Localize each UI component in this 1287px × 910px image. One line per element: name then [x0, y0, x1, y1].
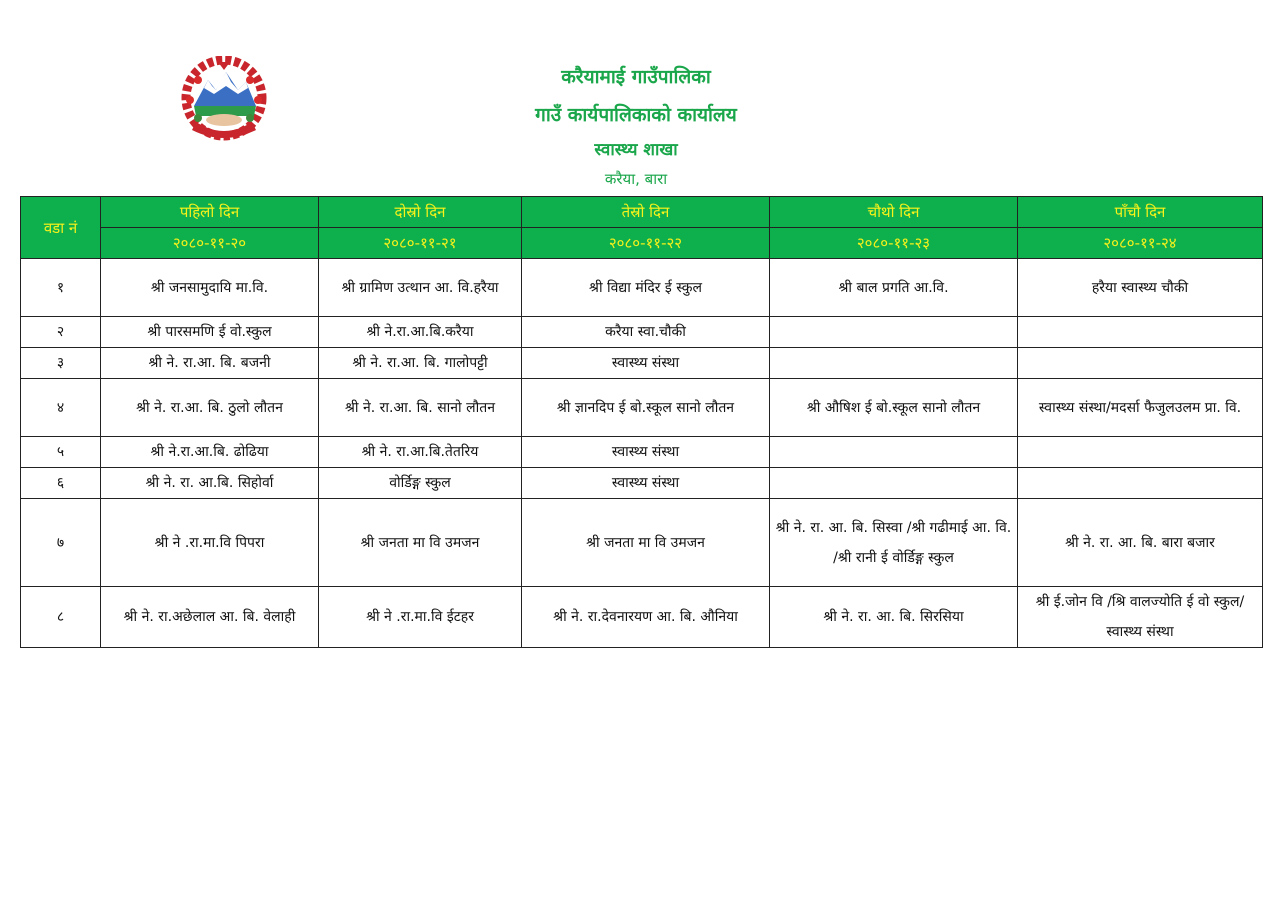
schedule-cell: करैया स्वा.चौकी — [522, 317, 770, 348]
schedule-cell: श्री ने. रा. आ. बि. बारा बजार — [1018, 499, 1263, 587]
ward-number: ८ — [21, 587, 101, 648]
schedule-cell: श्री ने. रा.देवनारयण आ. बि. औनिया — [522, 587, 770, 648]
schedule-cell: श्री ने.रा.आ.बि.करैया — [319, 317, 522, 348]
day-date: २०८०-११-२० — [101, 228, 319, 259]
day-header: दोस्रो दिन — [319, 197, 522, 228]
schedule-table — [20, 196, 1263, 648]
day-date: २०८०-११-२३ — [770, 228, 1018, 259]
schedule-cell: श्री ने. रा.अछेलाल आ. बि. वेलाही — [101, 587, 319, 648]
table-header-row — [21, 197, 1263, 228]
schedule-cell: श्री ने. रा. आ.बि. सिहोर्वा — [101, 468, 319, 499]
day-date: २०८०-११-२१ — [319, 228, 522, 259]
schedule-cell: श्री बाल प्रगति आ.वि. — [770, 259, 1018, 317]
table-row — [21, 468, 1263, 499]
table-row — [21, 437, 1263, 468]
schedule-cell: श्री ने. रा. आ. बि. सिस्वा /श्री गढीमाई आ. वि. /श्री रानी ई वोर्डिङ्ग स्कुल — [770, 499, 1018, 587]
ward-number: ७ — [21, 499, 101, 587]
schedule-cell: श्री जनता मा वि उमजन — [522, 499, 770, 587]
schedule-cell — [770, 317, 1018, 348]
schedule-cell: स्वास्थ्य संस्था — [522, 437, 770, 468]
schedule-cell — [770, 468, 1018, 499]
schedule-cell: श्री ई.जोन वि /श्रि वालज्योति ई वो स्कुल/स्वास्थ्य संस्था — [1018, 587, 1263, 648]
schedule-cell: श्री औषिश ई बो.स्कूल सानो लौतन — [770, 379, 1018, 437]
table-row — [21, 587, 1263, 648]
table-row — [21, 348, 1263, 379]
schedule-cell — [770, 437, 1018, 468]
day-header: पहिलो दिन — [101, 197, 319, 228]
schedule-cell: श्री ने .रा.मा.वि ईटहर — [319, 587, 522, 648]
table-date-row — [21, 228, 1263, 259]
office-name: गाउँ कार्यपालिकाको कार्यालय — [535, 104, 737, 126]
schedule-cell — [1018, 468, 1263, 499]
schedule-cell: स्वास्थ्य संस्था — [522, 468, 770, 499]
ward-number: ४ — [21, 379, 101, 437]
ward-number: ३ — [21, 348, 101, 379]
ward-column-header: वडा नं — [21, 197, 101, 259]
schedule-cell — [1018, 317, 1263, 348]
schedule-cell: वोर्डिङ्ग स्कुल — [319, 468, 522, 499]
schedule-cell: श्री पारसमणि ई वो.स्कुल — [101, 317, 319, 348]
nepal-government-emblem — [168, 56, 280, 142]
schedule-cell: स्वास्थ्य संस्था — [522, 348, 770, 379]
table-row — [21, 259, 1263, 317]
schedule-cell: श्री विद्या मंदिर ई स्कुल — [522, 259, 770, 317]
schedule-cell — [770, 348, 1018, 379]
schedule-cell: श्री ने. रा.आ. बि. सानो लौतन — [319, 379, 522, 437]
day-header: चौथो दिन — [770, 197, 1018, 228]
day-date: २०८०-११-२४ — [1018, 228, 1263, 259]
ward-number: २ — [21, 317, 101, 348]
ward-number: ५ — [21, 437, 101, 468]
ward-number: १ — [21, 259, 101, 317]
day-header: तेस्रो दिन — [522, 197, 770, 228]
schedule-cell: श्री ग्रामिण उत्थान आ. वि.हरैया — [319, 259, 522, 317]
schedule-cell: श्री ने .रा.मा.वि पिपरा — [101, 499, 319, 587]
schedule-cell: श्री ने. रा.आ.बि.तेतरिय — [319, 437, 522, 468]
schedule-cell: श्री ने. रा.आ. बि. बजनी — [101, 348, 319, 379]
schedule-cell: श्री जनता मा वि उमजन — [319, 499, 522, 587]
schedule-cell — [1018, 437, 1263, 468]
schedule-cell: श्री ने. रा.आ. बि. गालोपट्टी — [319, 348, 522, 379]
section-name: स्वास्थ्य शाखा — [594, 140, 678, 160]
day-header: पाँचौ दिन — [1018, 197, 1263, 228]
address: करैया, बारा — [604, 170, 668, 188]
schedule-cell — [1018, 348, 1263, 379]
municipality-name: करैयामाई गाउँपालिका — [561, 66, 711, 88]
schedule-cell: श्री ने.रा.आ.बि. ढोढिया — [101, 437, 319, 468]
schedule-cell: हरैया स्वास्थ्य चौकी — [1018, 259, 1263, 317]
schedule-cell: श्री ने. रा. आ. बि. सिरसिया — [770, 587, 1018, 648]
table-row — [21, 499, 1263, 587]
schedule-cell: श्री ज्ञानदिप ई बो.स्कूल सानो लौतन — [522, 379, 770, 437]
table-row — [21, 379, 1263, 437]
schedule-cell: स्वास्थ्य संस्था/मदर्सा फैजुलउलम प्रा. वि. — [1018, 379, 1263, 437]
day-date: २०८०-११-२२ — [522, 228, 770, 259]
table-row — [21, 317, 1263, 348]
schedule-cell: श्री ने. रा.आ. बि. ठुलो लौतन — [101, 379, 319, 437]
schedule-cell: श्री जनसामुदायि मा.वि. — [101, 259, 319, 317]
ward-number: ६ — [21, 468, 101, 499]
